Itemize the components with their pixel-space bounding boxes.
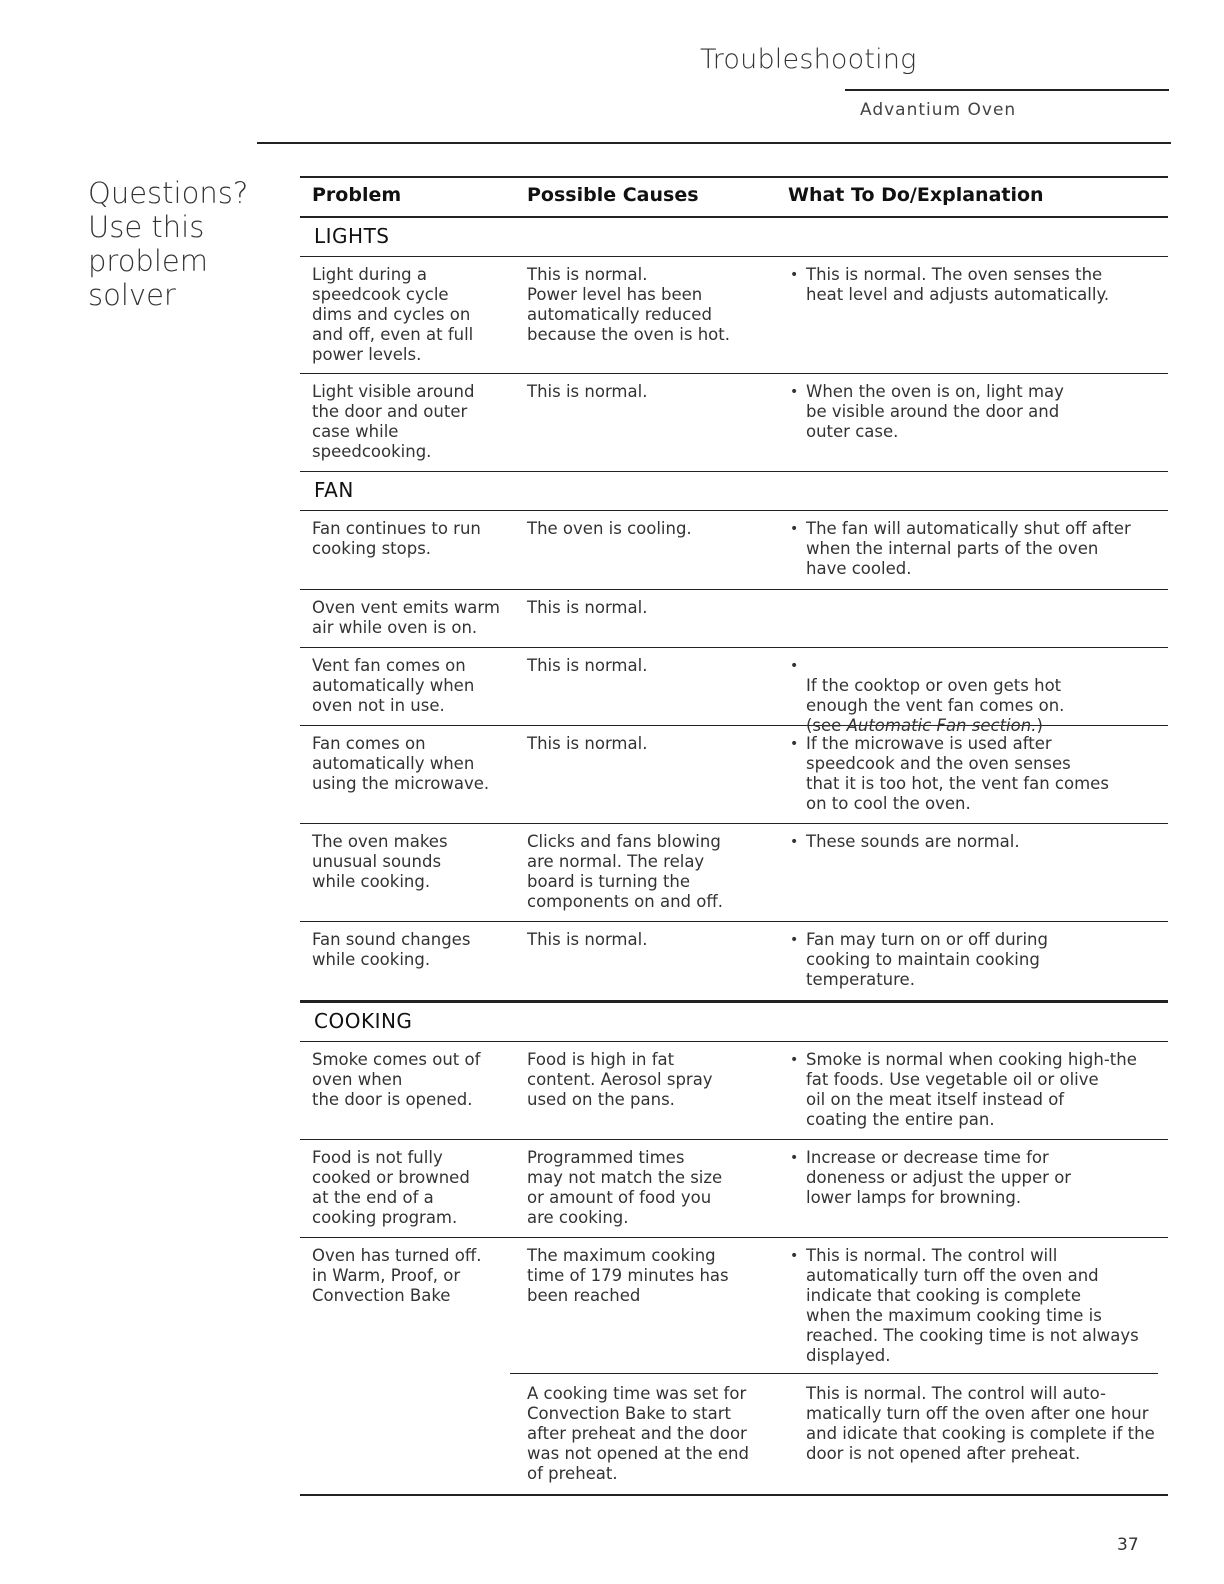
table-row [300, 824, 1168, 922]
sidebar-line: Use this [88, 210, 205, 244]
column-header-problem: Problem [312, 184, 402, 206]
todo-cell: The fan will automatically shut off after when the internal parts of the oven have cooled. [806, 519, 1131, 578]
reference-open: (see [806, 716, 847, 735]
cause-cell: A cooking time was set for Convection Bake to start after preheat and the door was not opened at the end of preheat. [527, 1384, 749, 1483]
cause-cell: This is normal. [527, 734, 648, 753]
table-row [300, 1238, 1168, 1496]
page-subtitle: Advantium Oven [860, 100, 1017, 120]
header-rule [845, 89, 1169, 91]
column-header-causes: Possible Causes [527, 184, 699, 206]
problem-cell: Oven has turned off. in Warm, Proof, or Convection Bake [312, 1246, 482, 1305]
bullet-icon: • [790, 521, 799, 537]
todo-cell: If the microwave is used after speedcook and the oven senses that it is too hot, the vent fan comes on to cool the oven. [806, 734, 1109, 813]
todo-cell: This is normal. The oven senses the heat level and adjusts automatically. [806, 265, 1110, 304]
sidebar-heading [88, 176, 248, 312]
troubleshooting-table [300, 176, 1168, 1496]
sidebar-line: solver [88, 278, 176, 312]
table-row [300, 1042, 1168, 1140]
problem-cell: Oven vent emits warm air while oven is on. [312, 598, 500, 637]
section-fan [300, 472, 1168, 511]
bullet-icon: • [790, 834, 799, 850]
todo-cell: Smoke is normal when cooking high-the fat foods. Use vegetable oil or olive oil on the meat itself instead of coating the entire pan. [806, 1050, 1137, 1129]
problem-cell: Fan continues to run cooking stops. [312, 519, 481, 558]
sidebar-line: problem [88, 244, 208, 278]
bullet-icon: • [790, 736, 799, 752]
table-row [300, 590, 1168, 648]
bullet-icon: • [790, 658, 799, 674]
bullet-icon: • [790, 1052, 799, 1068]
sub-row-divider [510, 1373, 1158, 1374]
table-row [300, 511, 1168, 590]
todo-cell: When the oven is on, light may be visible around the door and outer case. [806, 382, 1064, 441]
bullet-icon: • [790, 1248, 799, 1264]
bullet-icon: • [790, 1150, 799, 1166]
section-title: LIGHTS [314, 224, 390, 248]
table-row [300, 1140, 1168, 1238]
cause-cell: The oven is cooling. [527, 519, 692, 538]
page-number: 37 [1117, 1535, 1139, 1555]
cause-cell: This is normal. [527, 656, 648, 675]
bullet-icon: • [790, 384, 799, 400]
cause-cell: This is normal. [527, 382, 648, 401]
problem-cell: Food is not fully cooked or browned at the end of a cooking program. [312, 1148, 470, 1227]
table-row [300, 922, 1168, 1001]
table-row [300, 374, 1168, 472]
problem-cell: Fan comes on automatically when using the microwave. [312, 734, 490, 793]
cause-cell: This is normal. Power level has been automatically reduced because the oven is hot. [527, 265, 730, 344]
todo-cell: This is normal. The control will auto- matically turn off the oven after one hour and idicate that cooking is complete if the door is not opened after preheat. [806, 1384, 1155, 1463]
todo-cell: Increase or decrease time for doneness or adjust the upper or lower lamps for browning. [806, 1148, 1072, 1207]
cause-cell: The maximum cooking time of 179 minutes has been reached [527, 1246, 729, 1305]
sidebar-line: Questions? [88, 176, 249, 210]
section-title: FAN [314, 478, 354, 502]
bullet-icon: • [790, 932, 799, 948]
bullet-icon: • [790, 267, 799, 283]
problem-cell: Smoke comes out of oven when the door is opened. [312, 1050, 481, 1109]
problem-cell: Vent fan comes on automatically when oven not in use. [312, 656, 475, 715]
table-row [300, 648, 1168, 735]
page-title: Troubleshooting [700, 44, 917, 75]
problem-cell: The oven makes unusual sounds while cooking. [312, 832, 448, 891]
section-lights [300, 218, 1168, 257]
cause-cell: Programmed times may not match the size or amount of food you are cooking. [527, 1148, 723, 1227]
cause-cell: This is normal. [527, 598, 648, 617]
section-cooking [300, 1001, 1168, 1042]
todo-cell: This is normal. The control will automatically turn off the oven and indicate that cooking is complete when the maximum cooking time is reached. The cooking time is not always displayed. [806, 1246, 1139, 1365]
problem-cell: Fan sound changes while cooking. [312, 930, 471, 969]
reference-close: ) [1036, 716, 1043, 735]
header-divider [257, 142, 1171, 144]
cause-cell: This is normal. [527, 930, 648, 949]
cause-cell: Food is high in fat content. Aerosol spray used on the pans. [527, 1050, 713, 1109]
todo-cell: Fan may turn on or off during cooking to maintain cooking temperature. [806, 930, 1048, 989]
table-header [300, 176, 1168, 218]
todo-text: If the cooktop or oven gets hot enough the vent fan comes on. [806, 676, 1065, 715]
cause-cell: Clicks and fans blowing are normal. The relay board is turning the components on and off. [527, 832, 723, 911]
problem-cell: Light visible around the door and outer case while speedcooking. [312, 382, 475, 461]
reference-link-text: Automatic Fan section. [846, 716, 1037, 735]
problem-cell: Light during a speedcook cycle dims and cycles on and off, even at full power levels. [312, 265, 474, 364]
table-row [300, 257, 1168, 374]
table-row [300, 726, 1168, 824]
section-title: COOKING [314, 1009, 413, 1033]
todo-cell: These sounds are normal. [806, 832, 1020, 851]
column-header-todo: What To Do/Explanation [788, 184, 1044, 206]
